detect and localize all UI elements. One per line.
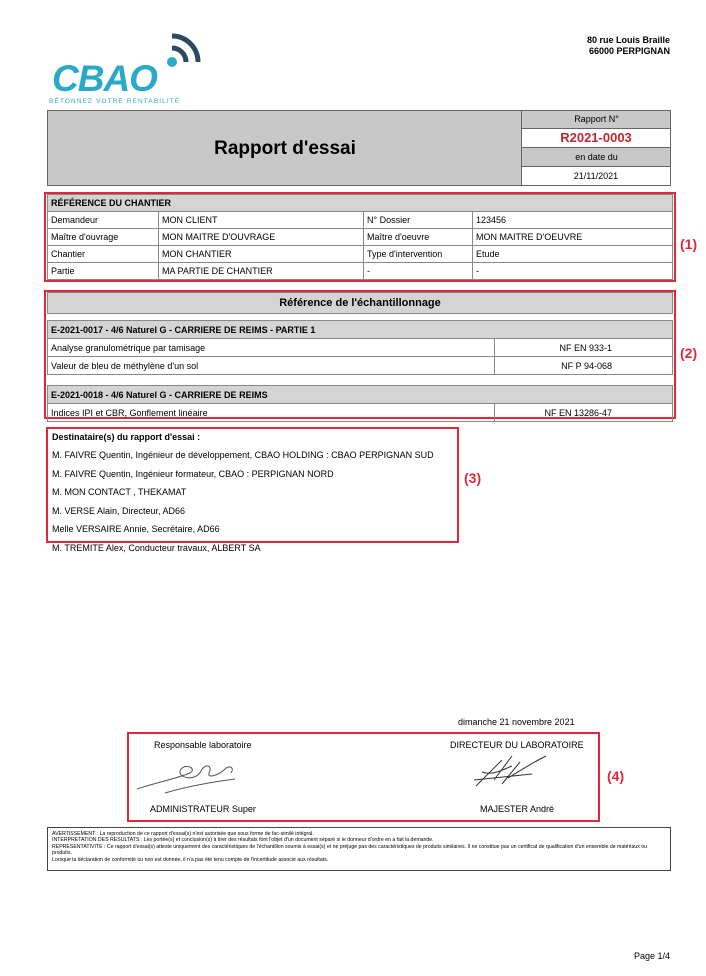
chantier-heading: RÉFÉRENCE DU CHANTIER xyxy=(48,195,673,212)
logo: CBAO xyxy=(52,58,157,99)
destinataires-list xyxy=(52,430,452,557)
label-cell: Partie xyxy=(48,263,159,280)
report-number-label: Rapport N° xyxy=(521,110,671,128)
label-cell: Type d'intervention xyxy=(364,246,473,263)
logo-wave-icon xyxy=(158,26,210,74)
test-norm: NF P 94-068 xyxy=(495,357,673,375)
list-item: M. FAIVRE Quentin, Ingénieur formateur, CBAO : PERPIGNAN NORD xyxy=(52,468,334,479)
annotation-1: (1) xyxy=(680,236,698,252)
value-cell: MA PARTIE DE CHANTIER xyxy=(159,263,364,280)
table-row xyxy=(48,229,673,246)
value-cell: MON MAITRE D'OUVRAGE xyxy=(159,229,364,246)
label-cell: Demandeur xyxy=(48,212,159,229)
address-line2: 66000 PERPIGNAN xyxy=(588,46,670,56)
table-row xyxy=(48,339,673,357)
sample-title: E-2021-0018 - 4/6 Naturel G - CARRIERE DE REIMS xyxy=(48,386,673,404)
value-cell: 123456 xyxy=(473,212,673,229)
table-row xyxy=(48,246,673,263)
signature-date: dimanche 21 novembre 2021 xyxy=(458,717,575,727)
value-cell: MON MAITRE D'OEUVRE xyxy=(473,229,673,246)
label-cell: Maître d'oeuvre xyxy=(364,229,473,246)
echantillonnage-table xyxy=(47,292,673,422)
address xyxy=(587,35,670,57)
report-date-label: en date du xyxy=(521,148,671,166)
sample-title: E-2021-0017 - 4/6 Naturel G - CARRIERE DE REIMS - PARTIE 1 xyxy=(48,321,673,339)
table-row xyxy=(48,404,673,422)
report-date: 21/11/2021 xyxy=(521,166,671,186)
notice-line: Lorsque la déclaration de conformité ou non est donnée, il n'a pas été tenu compte de l'incertitude associé aux résultats. xyxy=(52,856,329,863)
annotation-3: (3) xyxy=(464,470,482,486)
table-row xyxy=(48,212,673,229)
test-name: Indices IPI et CBR, Gonflement linéaire xyxy=(48,404,495,422)
list-item: M. FAIVRE Quentin, Ingénieur de développement, CBAO HOLDING : CBAO PERPIGNAN SUD xyxy=(52,450,434,460)
logo-tagline: BÉTONNEZ VOTRE RENTABILITÉ xyxy=(49,98,181,105)
signature-left-title: Responsable laboratoire xyxy=(154,740,252,750)
destinataires-heading: Destinataire(s) du rapport d'essai : xyxy=(52,432,201,442)
address-line1: 80 rue Louis Braille xyxy=(586,35,670,45)
test-norm: NF EN 933-1 xyxy=(495,339,673,357)
chantier-table xyxy=(47,194,673,280)
notice-line: AVERTISSEMENT : La reproduction de ce rapport d'essai(s) n'est autorisée que sous forme de fac-similé intégral. xyxy=(52,831,314,837)
legal-notice xyxy=(47,827,671,871)
report-number: R2021-0003 xyxy=(521,128,671,148)
list-item: Melle VERSAIRE Annie, Secrétaire, AD66 xyxy=(52,524,220,534)
list-item: M. MON CONTACT , THEKAMAT xyxy=(52,487,187,497)
signature-right-name: MAJESTER André xyxy=(480,804,555,814)
label-cell: Chantier xyxy=(48,246,159,263)
annotation-4: (4) xyxy=(607,768,625,784)
label-cell: N° Dossier xyxy=(364,212,473,229)
test-norm: NF EN 13286-47 xyxy=(495,404,673,422)
label-cell: Maître d'ouvrage xyxy=(48,229,159,246)
value-cell: MON CHANTIER xyxy=(159,246,364,263)
signature-right-title: DIRECTEUR DU LABORATOIRE xyxy=(450,740,584,750)
signature-left-name: ADMINISTRATEUR Super xyxy=(150,804,256,814)
table-row xyxy=(48,263,673,280)
table-row xyxy=(48,357,673,375)
list-item: M. TREMITE Alex, Conducteur travaux, ALBERT SA xyxy=(52,542,261,553)
annotation-2: (2) xyxy=(680,345,698,361)
page-title: Rapport d'essai xyxy=(214,138,356,159)
value-cell: Etude xyxy=(473,246,673,263)
value-cell: - xyxy=(473,263,673,280)
signature-left-icon xyxy=(135,753,255,795)
value-cell: MON CLIENT xyxy=(159,212,364,229)
list-item: M. VERSE Alain, Directeur, AD66 xyxy=(52,505,186,516)
signature-right-icon xyxy=(472,750,552,792)
test-name: Valeur de bleu de méthylène d'un sol xyxy=(48,357,495,375)
test-name: Analyse granulométrique par tamisage xyxy=(48,339,495,357)
notice-line: INTERPRETATION DES RESULTATS : Les portée(s) et conclusion(s) à tirer des résultats font l'objet d'un document séparé si le donneur d'ordre en a fait la demande. xyxy=(52,837,434,844)
notice-line: REPRESENTATIVITE : Ce rapport d'essai(s) atteste uniquement des caractéristiques de l'échantillon soumis à essai(s) et ne préjuge pas des caractéristiques de produits similaires. Il ne constitue pas un certificat de qualification d'un ensemble de matériaux ou produits. xyxy=(52,843,648,857)
echantillonnage-heading: Référence de l'échantillonnage xyxy=(48,293,673,314)
label-cell: - xyxy=(364,263,473,280)
page-number: Page 1/4 xyxy=(633,951,670,961)
